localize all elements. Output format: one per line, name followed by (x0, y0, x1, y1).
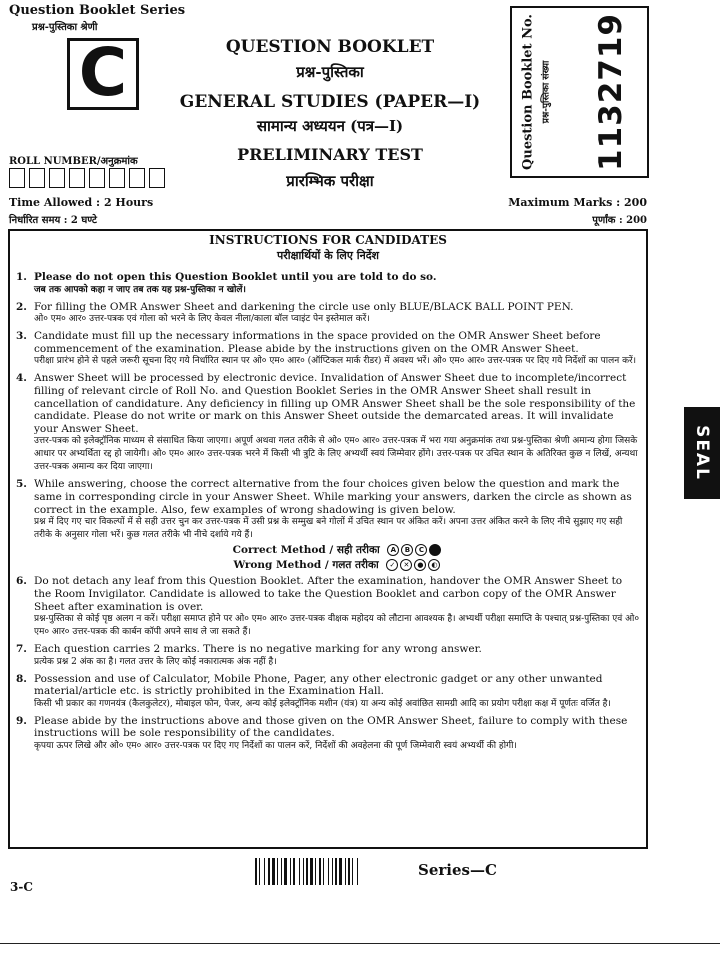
instruction-text-hindi: प्रश्न-पुस्तिका से कोई पृष्ठ अलग न करें। परीक्षा समाप्त होने पर ओ० एम० आर० उत्तर-पत्रक वीक्षक महोदय को लौटाना आवश्यक है। अभ्यर्थी परीक्षा समाप्ति के पश्चात् प्रश्न-पुस्तिका एवं ओ० एम० आर० उत्तर-पत्रक की कार्बन कॉपी अपने साथ ले जा सकते हैं। (34, 614, 640, 638)
partly-filled-circle-icon: ◐ (428, 559, 440, 571)
page-bottom-rule (0, 943, 720, 944)
option-c-circle-icon: C (415, 544, 427, 556)
roll-number-digit-box[interactable] (109, 168, 125, 188)
series-footer-label: Series—C (418, 861, 497, 879)
test-title-hindi: प्रारम्भिक परीक्षा (286, 172, 374, 190)
instruction-text-hindi: जब तक आपको कहा न जाए तब तक यह प्रश्न-पुस्तिका न खोलें। (34, 284, 246, 295)
roll-number-digit-box[interactable] (129, 168, 145, 188)
instructions-heading: INSTRUCTIONS FOR CANDIDATES (209, 233, 447, 247)
instruction-text-hindi: प्रत्येक प्रश्न 2 अंक का है। गलत उत्तर के लिए कोई नकारात्मक अंक नहीं है। (34, 656, 277, 667)
crossed-circle-icon: ✕ (400, 559, 412, 571)
instruction-number: 3. (16, 330, 27, 343)
instruction-item-6 (16, 575, 640, 639)
instruction-text-hindi: ओ० एम० आर० उत्तर-पत्रक एवं गोला को भरने के लिए केवल नीला/काला बॉल प्वाइंट पेन इस्तेमाल करें। (34, 314, 370, 325)
series-title-hindi: प्रश्न-पुस्तिका श्रेणी (32, 22, 98, 33)
roll-number-digit-box[interactable] (49, 168, 65, 188)
series-letter: C (78, 34, 128, 111)
instruction-text-hindi: कृपया ऊपर लिखे और ओ० एम० आर० उत्तर-पत्रक पर दिए गए निर्देशों का पालन करें, निर्देशों की अवहेलना की पूर्ण जिम्मेवारी स्वयं अभ्यर्थी की होगी। (34, 741, 517, 752)
instruction-text-hindi: परीक्षा प्रारंभ होने से पहले जरूरी सूचना दिए गये निर्धारित स्थान पर ओ० एम० आर० (ऑप्टिकल मार्क रीडर) में अवश्य भरें। ओ० एम० आर० उत्तर-पत्रक पर दिए गये निर्देशों का पालन करें। (34, 356, 637, 367)
correct-method-label: Correct Method / सही तरीका (232, 544, 380, 557)
roll-number-boxes[interactable] (9, 168, 169, 188)
instruction-number: 6. (16, 575, 27, 588)
series-title: Question Booklet Series (9, 3, 186, 18)
instruction-item-5 (16, 478, 640, 571)
instruction-item-2 (16, 301, 640, 327)
dotted-circle-icon: ● (414, 559, 426, 571)
instruction-text: Candidate must fill up the necessary informations in the space provided on the OMR Answer Sheet before commencement of the examination. Please abide by the instructions given on the OMR Answer Sheet. (34, 330, 601, 355)
seal-tab (684, 407, 720, 499)
seal-label: SEAL (692, 425, 712, 481)
roll-number-label: ROLL NUMBER/अनुक्रमांक (9, 156, 138, 167)
option-a-circle-icon: A (387, 544, 399, 556)
series-letter-box (67, 34, 139, 111)
paper-title-hindi: सामान्य अध्ययन (पत्र—I) (256, 117, 404, 135)
roll-number-digit-box[interactable] (69, 168, 85, 188)
instruction-text: For filling the OMR Answer Sheet and darkening the circle use only BLUE/BLACK BALL POINT PEN. (34, 300, 574, 313)
option-b-circle-icon: B (401, 544, 413, 556)
booklet-number-label: Question Booklet No. (520, 14, 536, 170)
time-allowed-hindi: निर्धारित समय : 2 घण्टे (9, 215, 97, 226)
wrong-method-circles (386, 559, 440, 571)
instruction-number: 7. (16, 643, 27, 656)
wrong-method-row (34, 559, 640, 572)
max-marks: Maximum Marks : 200 (508, 196, 647, 209)
time-allowed: Time Allowed : 2 Hours (9, 196, 154, 209)
instruction-item-4 (16, 372, 640, 474)
instruction-item-3 (16, 330, 640, 368)
instruction-item-7 (16, 643, 640, 669)
filled-circle-icon (429, 544, 441, 556)
instruction-text: Each question carries 2 marks. There is no negative marking for any wrong answer. (34, 643, 482, 656)
booklet-number-label-hindi: प्रश्न-पुस्तिका संख्या (541, 60, 552, 124)
roll-number-digit-box[interactable] (29, 168, 45, 188)
page-code: 3-C (10, 880, 33, 894)
booklet-title: QUESTION BOOKLET (225, 37, 435, 57)
instruction-text: Answer Sheet will be processed by electronic device. Invalidation of Answer Sheet due to incomplete/incorrect filling of relevant circle of Roll No. and Question Booklet Series in the OMR Answer Sheet shall result in cancellation of candidature. Any deficiency in filling up OMR Answer Sheet shall be the sole responsibility of the candidate. Please do not write or mark on this Answer Sheet outside the demarcated areas. It will invalidate your Answer Sheet. (34, 372, 636, 435)
instruction-text: Do not detach any leaf from this Question Booklet. After the examination, handover the OMR Answer Sheet to the Room Invigilator. Candidate is allowed to take the Question Booklet and carbon copy of the OMR Answer Sheet after examination is over. (34, 575, 623, 613)
roll-number-digit-box[interactable] (9, 168, 25, 188)
instruction-item-1 (16, 271, 640, 297)
instruction-number: 9. (16, 714, 27, 727)
instructions-list (16, 271, 640, 757)
instruction-text: Please abide by the instructions above and those given on the OMR Answer Sheet, failure to comply with these instructions will be sole responsibility of the candidates. (34, 714, 628, 740)
instruction-text-hindi: किसी भी प्रकार का गणनयंत्र (कैलकुलेटर), मोबाइल फोन, पेजर, अन्य कोई इलेक्ट्रॉनिक मशीन (यंत्र) या अन्य कोई अवांछित सामग्री आदि का प्रयोग परीक्षा कक्ष में पूर्णतः वर्जित है। (34, 698, 611, 709)
booklet-number: 1132719 (593, 13, 629, 171)
instruction-text: Possession and use of Calculator, Mobile Phone, Pager, any other electronic gadget or any other unwanted material/article etc. is strictly prohibited in the Examination Hall. (34, 672, 603, 698)
wrong-method-label: Wrong Method / गलत तरीका (233, 558, 379, 571)
instruction-number: 1. (16, 271, 27, 283)
booklet-title-hindi: प्रश्न-पुस्तिका (296, 63, 364, 81)
instruction-item-9 (16, 715, 640, 753)
booklet-number-block (575, 8, 647, 176)
correct-method-circles (387, 544, 441, 556)
instruction-item-8 (16, 673, 640, 711)
instruction-number: 8. (16, 672, 27, 685)
barcode-icon (255, 858, 403, 885)
instructions-heading-hindi: परीक्षार्थियों के लिए निर्देश (276, 249, 380, 262)
max-marks-hindi: पूर्णांक : 200 (592, 215, 647, 226)
instruction-text: Please do not open this Question Booklet until you are told to do so. (34, 271, 437, 283)
paper-title: GENERAL STUDIES (PAPER—I) (179, 92, 481, 112)
roll-number-digit-box[interactable] (149, 168, 165, 188)
roll-number-digit-box[interactable] (89, 168, 105, 188)
instruction-number: 4. (16, 372, 27, 385)
correct-method-row (34, 544, 640, 557)
instruction-number: 5. (16, 478, 27, 491)
instruction-text: While answering, choose the correct alternative from the four choices given below the question and mark the same in corresponding circle in your Answer Sheet. While marking your answers, darken the circle as shown as correct in the example. Also, few examples of wrong shadowing is given below. (34, 478, 632, 516)
test-title: PRELIMINARY TEST (237, 145, 423, 164)
booklet-number-label-block (512, 8, 558, 176)
instruction-number: 2. (16, 300, 27, 313)
instruction-text-hindi: उत्तर-पत्रक को इलेक्ट्रॉनिक माध्यम से संसाधित किया जाएगा। अपूर्ण अथवा गलत तरीके से ओ० एम० आर० उत्तर-पत्रक में भरा गया अनुक्रमांक तथा प्रश्न-पुस्तिका श्रेणी अमान्य होगा जिसके आधार पर अभ्यर्थिता रद्द हो जायेगी। ओ० एम० आर० उत्तर-पत्रक भरने में किसी भी त्रुटि के लिए अभ्यर्थी स्वयं जिम्मेवार होंगे। उत्तर-पत्रक पर उचित स्थान के अतिरिक्त कुछ न लिखें, अन्यथा उत्तर-पत्रक अमान्य कर दिया जाएगा। (34, 436, 638, 473)
ticked-circle-icon: ✓ (386, 559, 398, 571)
instruction-text-hindi: प्रश्न में दिए गए चार विकल्पों में से सही उत्तर चुन कर उत्तर-पत्रक में उसी प्रश्न के सम्मुख बने गोलों में उचित स्थान पर अंकित करें। अपना उत्तर अंकित करने के लिए नीचे सुझाए गए सही तरीके के अनुसार गोला भरें। कुछ गलत तरीके भी नीचे दर्शाये गये हैं। (34, 517, 623, 541)
